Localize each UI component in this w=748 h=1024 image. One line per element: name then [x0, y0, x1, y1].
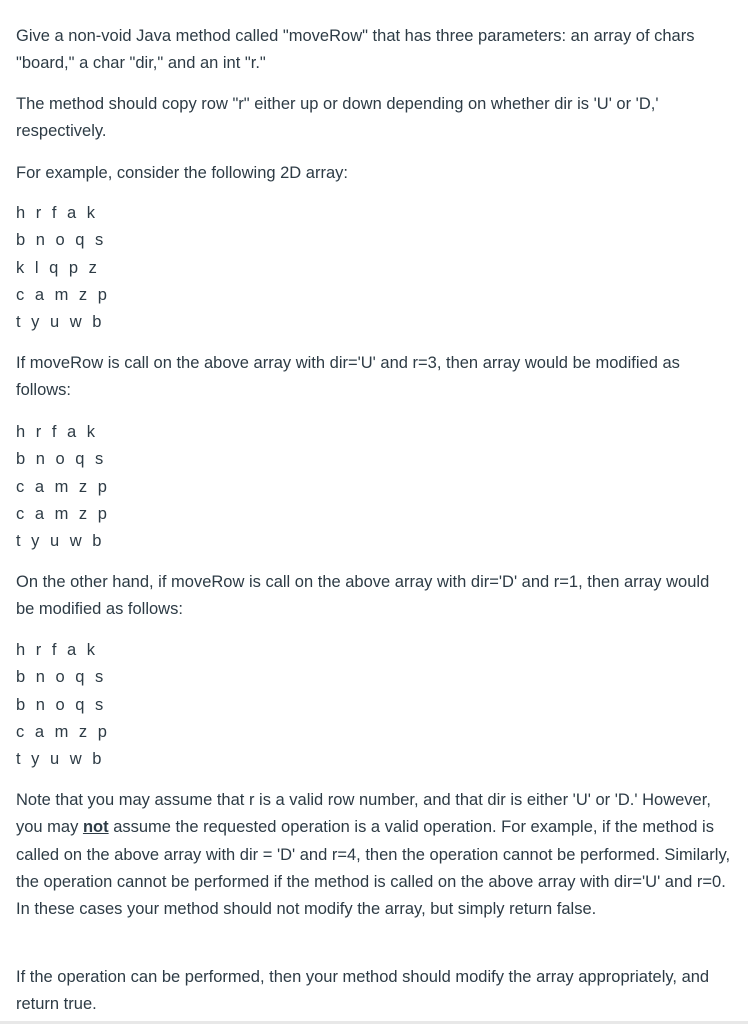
array-row: b n o q s — [16, 450, 107, 469]
array-row: b n o q s — [16, 231, 107, 250]
array-row: c a m z p — [16, 285, 110, 304]
final-paragraph: If the operation can be performed, then your method should modify the array appropriately, and return true. — [16, 968, 710, 1014]
example-intro-paragraph: For example, consider the following 2D array: — [16, 164, 348, 182]
note-paragraph — [16, 787, 732, 923]
after-down-array — [16, 637, 110, 773]
array-row: c a m z p — [16, 504, 110, 523]
array-row: h r f a k — [16, 204, 99, 222]
up-case-paragraph: If moveRow is call on the above array with dir='U' and r=3, then array would be modified as follows: — [16, 354, 680, 400]
intro-paragraph: Give a non-void Java method called "moveRow" that has three parameters: an array of chars "board," a char "dir," and an int "r." — [16, 27, 695, 73]
array-row: b n o q s — [16, 668, 107, 687]
array-row: t y u w b — [16, 313, 105, 332]
original-array — [16, 200, 110, 336]
array-row: b n o q s — [16, 695, 107, 714]
not-emphasis: not — [82, 818, 109, 837]
array-row: c a m z p — [16, 722, 110, 741]
array-row: t y u w b — [16, 750, 105, 769]
array-row: h r f a k — [16, 423, 99, 441]
after-up-array — [16, 419, 110, 555]
array-row: c a m z p — [16, 477, 110, 496]
array-row: k l q p z — [16, 258, 100, 277]
array-row: t y u w b — [16, 532, 105, 551]
copy-rule-paragraph: The method should copy row "r" either up or down depending on whether dir is 'U' or 'D,' respectively. — [16, 95, 659, 141]
array-row: h r f a k — [16, 641, 99, 659]
note-text-end: assume the requested operation is a valid operation. For example, if the method is called on the above array with dir = 'D' and r=4, then the operation cannot be performed. Similarly, the operation cannot be performed if the method is called on the above array with dir='U' and r=0. In these cases your method should not modify the array, but simply return false. — [16, 818, 731, 919]
down-case-paragraph: On the other hand, if moveRow is call on the above array with dir='D' and r=1, then array would be modified as follows: — [16, 573, 710, 619]
note-text-start: Note that you may assume that r is a valid row number, and that dir is either 'U' or 'D.' However, you may — [16, 791, 711, 837]
